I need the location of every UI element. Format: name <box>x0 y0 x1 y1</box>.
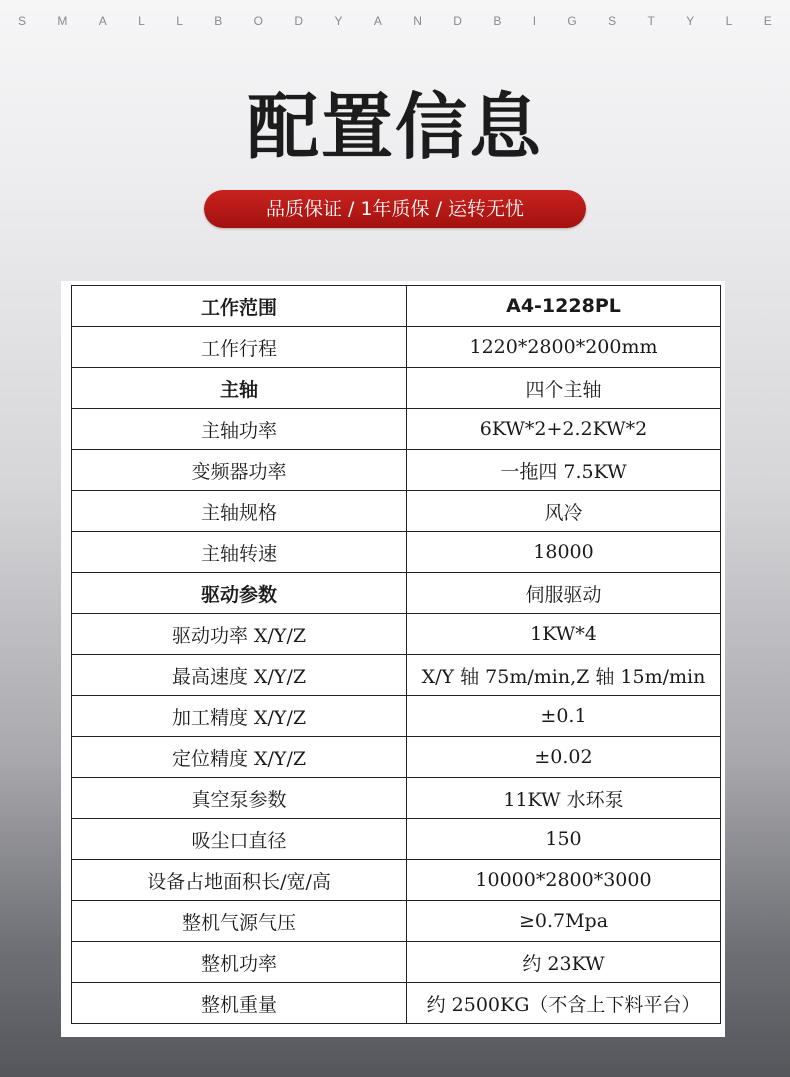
spec-value: 150 <box>407 819 721 860</box>
tagline-letter: D <box>453 14 462 28</box>
spec-label: 加工精度 X/Y/Z <box>72 696 407 737</box>
table-row <box>72 532 721 573</box>
spec-label: 主轴 <box>72 368 407 409</box>
tagline-letter: L <box>725 14 733 28</box>
spec-value: A4-1228PL <box>407 286 721 327</box>
tagline-letter: L <box>138 14 145 28</box>
spec-card <box>61 281 725 1037</box>
table-row <box>72 901 721 942</box>
tagline-letter: L <box>176 14 183 28</box>
table-row <box>72 450 721 491</box>
spec-label: 驱动参数 <box>72 573 407 614</box>
spec-value: 10000*2800*3000 <box>407 860 721 901</box>
spec-value: 约 23KW <box>407 942 721 983</box>
tagline-letter: N <box>413 14 422 28</box>
tagline <box>0 14 790 34</box>
tagline-letter: D <box>294 14 304 28</box>
spec-label: 定位精度 X/Y/Z <box>72 737 407 778</box>
tagline-letter: A <box>373 14 382 28</box>
quality-banner: 品质保证 / 1年质保 / 运转无忧 <box>204 190 586 228</box>
table-row <box>72 819 721 860</box>
tagline-letter: B <box>214 14 223 28</box>
table-row <box>72 409 721 450</box>
spec-label: 设备占地面积长/宽/高 <box>72 860 407 901</box>
table-row <box>72 655 721 696</box>
spec-value: 6KW*2+2.2KW*2 <box>407 409 721 450</box>
spec-value: 18000 <box>407 532 721 573</box>
tagline-letter: S <box>18 14 27 28</box>
table-row <box>72 286 721 327</box>
spec-value: 四个主轴 <box>407 368 721 409</box>
spec-label: 最高速度 X/Y/Z <box>72 655 407 696</box>
table-row <box>72 778 721 819</box>
spec-label: 变频器功率 <box>72 450 407 491</box>
spec-value: 一拖四 7.5KW <box>407 450 721 491</box>
table-row <box>72 942 721 983</box>
spec-label: 驱动功率 X/Y/Z <box>72 614 407 655</box>
spec-table <box>71 285 721 1024</box>
spec-label: 工作范围 <box>72 286 407 327</box>
tagline-letter: A <box>98 14 107 28</box>
table-row <box>72 491 721 532</box>
tagline-letter: O <box>253 14 264 28</box>
spec-value: 约 2500KG（不含上下料平台） <box>407 983 721 1024</box>
table-row <box>72 573 721 614</box>
spec-label: 主轴功率 <box>72 409 407 450</box>
table-row <box>72 327 721 368</box>
spec-value: ±0.02 <box>407 737 721 778</box>
tagline-letter: Y <box>334 14 343 28</box>
tagline-letter: I <box>532 14 537 28</box>
spec-label: 主轴规格 <box>72 491 407 532</box>
table-row <box>72 614 721 655</box>
spec-value: X/Y 轴 75m/min,Z 轴 15m/min <box>407 655 721 696</box>
spec-value: 1220*2800*200mm <box>407 327 721 368</box>
tagline-letter: S <box>608 14 617 28</box>
table-row <box>72 983 721 1024</box>
tagline-letter: T <box>647 14 655 28</box>
table-row <box>72 696 721 737</box>
spec-label: 吸尘口直径 <box>72 819 407 860</box>
spec-value: 11KW 水环泵 <box>407 778 721 819</box>
tagline-letter: G <box>567 14 577 28</box>
table-row <box>72 737 721 778</box>
spec-value: 风冷 <box>407 491 721 532</box>
spec-value: ≥0.7Mpa <box>407 901 721 942</box>
tagline-letter: Y <box>686 14 695 28</box>
spec-label: 真空泵参数 <box>72 778 407 819</box>
spec-label: 整机功率 <box>72 942 407 983</box>
tagline-letter: E <box>763 14 772 28</box>
page-title: 配置信息 <box>246 85 543 169</box>
tagline-letter: B <box>493 14 502 28</box>
tagline-letter: M <box>57 14 68 28</box>
spec-label: 整机重量 <box>72 983 407 1024</box>
spec-label: 主轴转速 <box>72 532 407 573</box>
spec-label: 整机气源气压 <box>72 901 407 942</box>
spec-value: ±0.1 <box>407 696 721 737</box>
table-row <box>72 860 721 901</box>
spec-label: 工作行程 <box>72 327 407 368</box>
spec-value: 1KW*4 <box>407 614 721 655</box>
table-row <box>72 368 721 409</box>
spec-value: 伺服驱动 <box>407 573 721 614</box>
